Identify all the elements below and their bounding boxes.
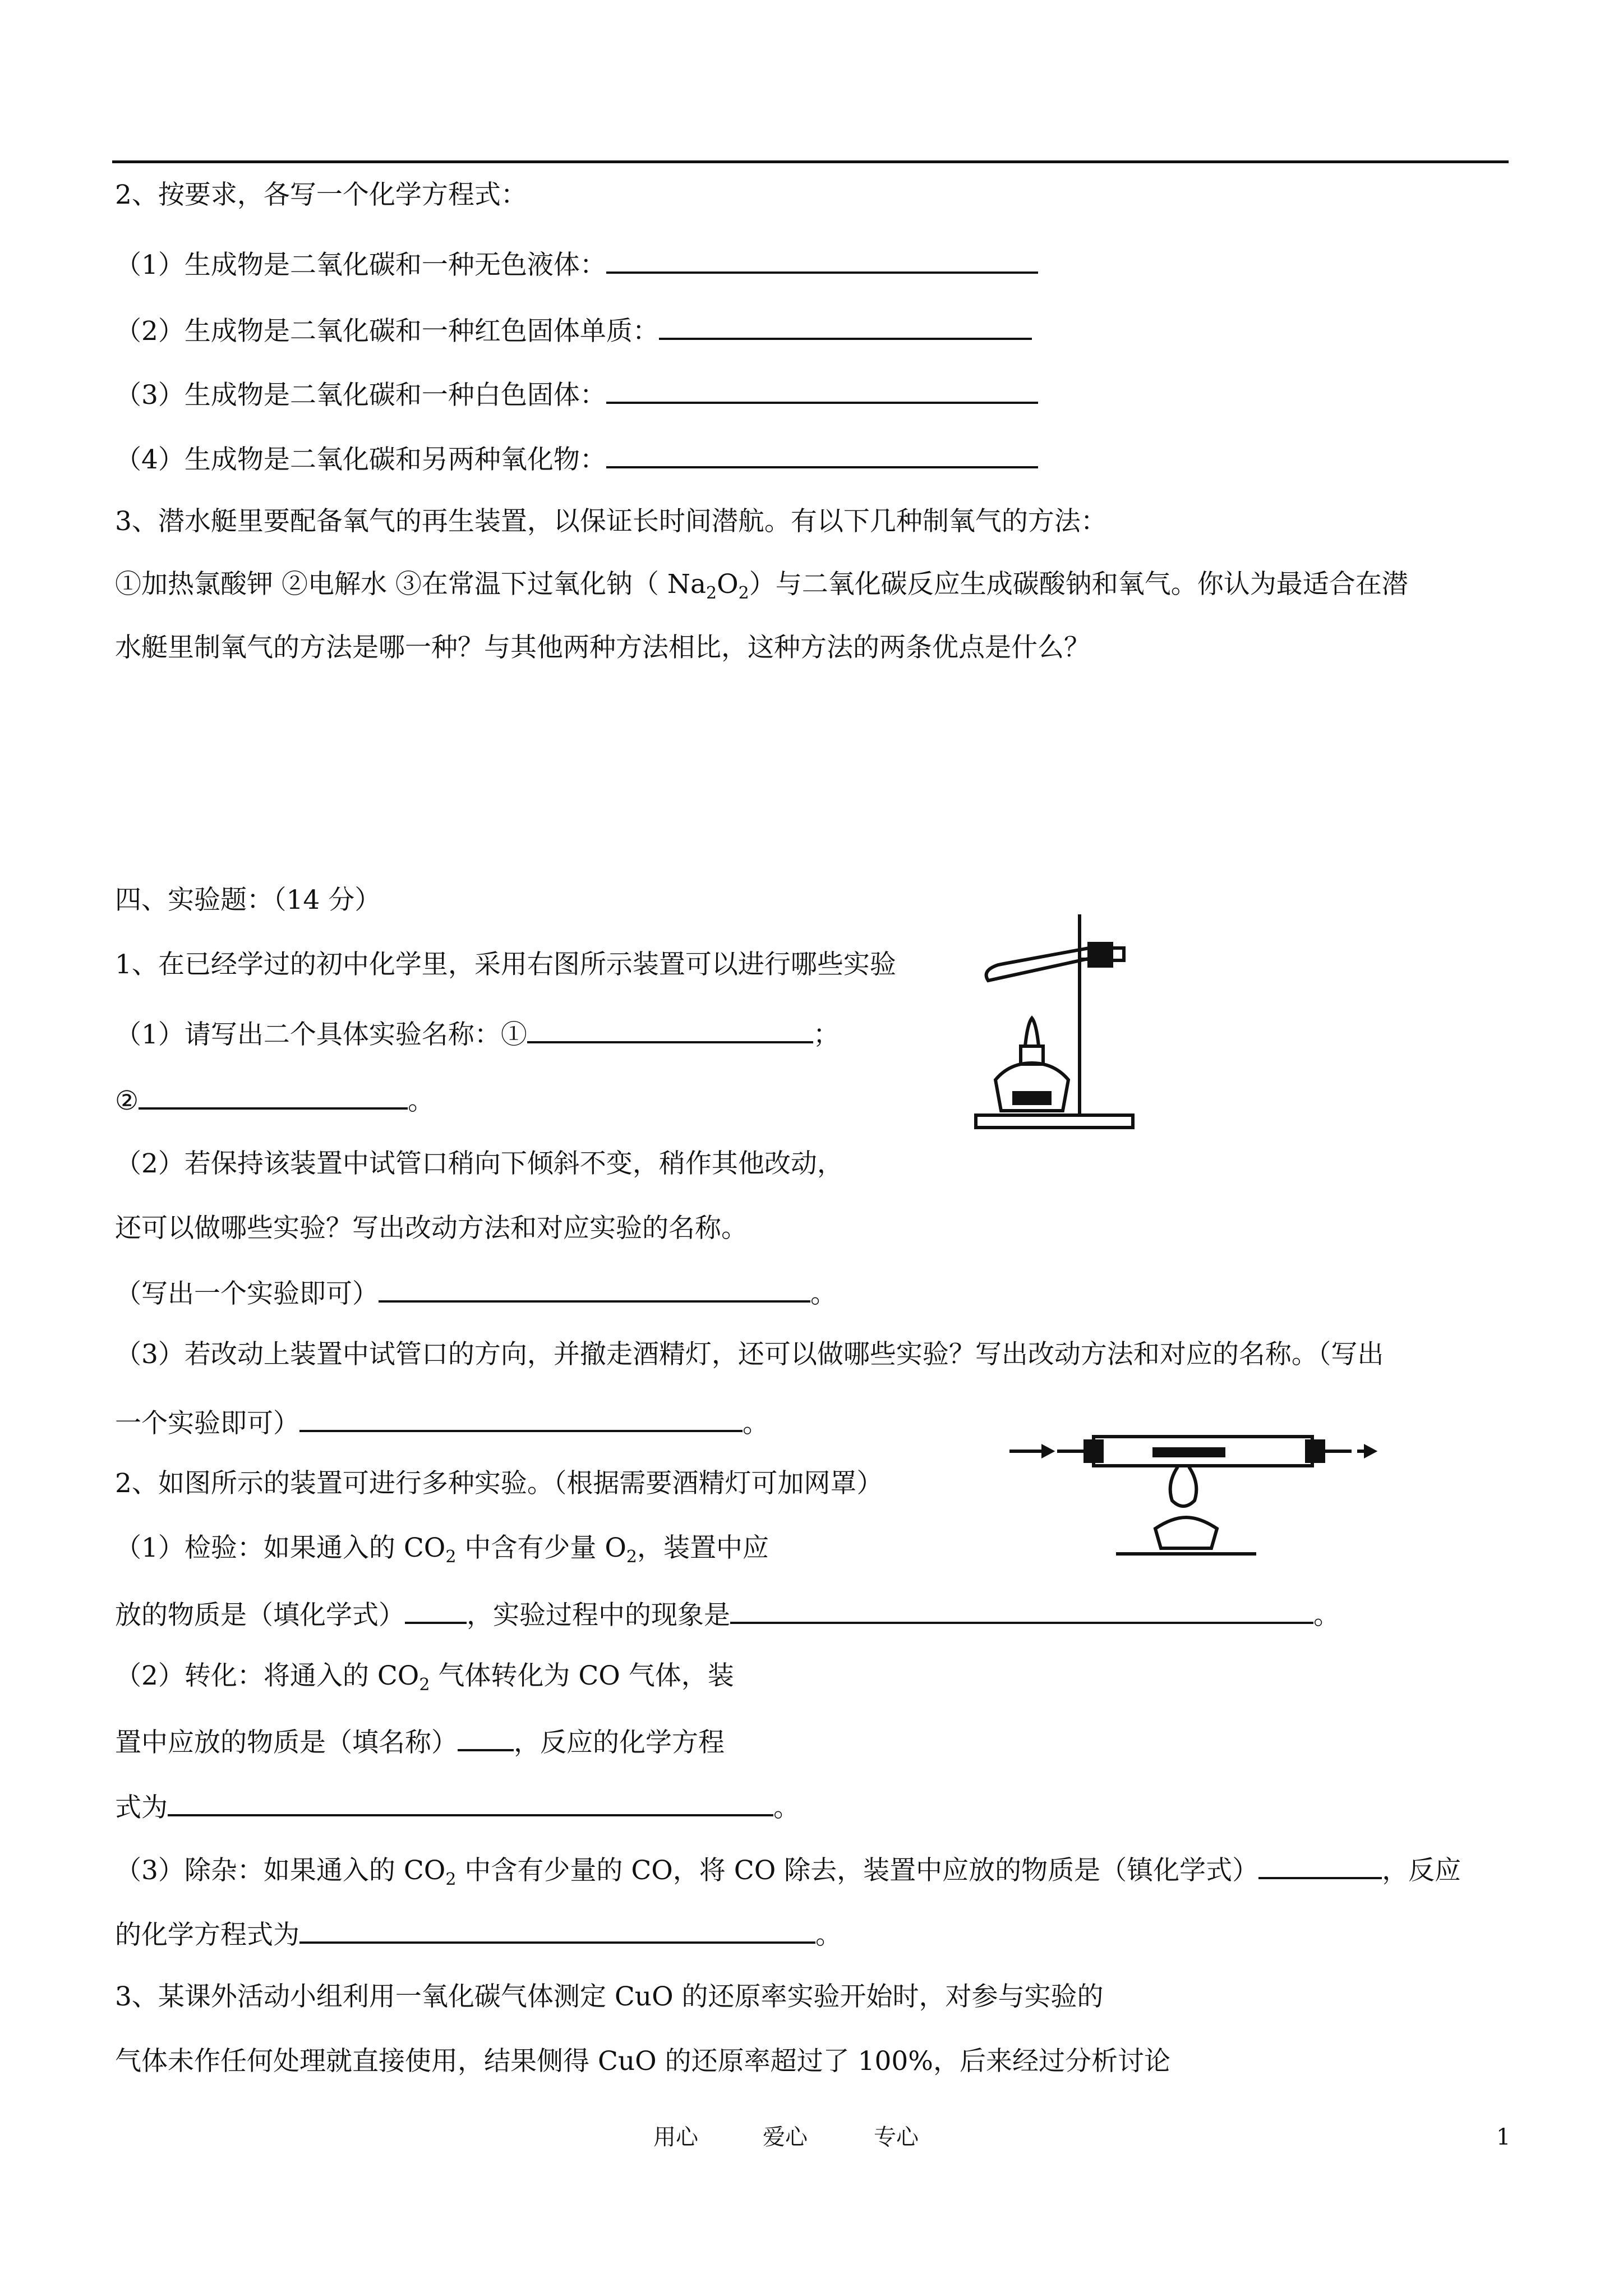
q2-title: 2、按要求，各写一个化学方程式：: [115, 180, 527, 210]
answer-blank[interactable]: [606, 246, 1038, 274]
answer-blank[interactable]: [139, 1082, 408, 1110]
e1-line-8: 一个实验即可） 。: [115, 1404, 769, 1441]
answer-blank[interactable]: [527, 1015, 813, 1043]
e1-line-3: ② 。: [115, 1082, 434, 1118]
combustion-tube-apparatus-figure: [1004, 1416, 1380, 1559]
e2-p3-line-1: （3）除杂：如果通入的 $CO_2$ 中含有少量的 CO，将 CO 除去，装置中应放的物质是（镇化学式） ，反应: [115, 1851, 1461, 1897]
footer-motto-1: 用心: [653, 2124, 698, 2150]
q3-line-2: 水艇里制氧气的方法是哪一种？与其他两种方法相比，这种方法的两条优点是什么？: [115, 632, 1090, 663]
footer-motto-3: 专心: [874, 2124, 919, 2150]
answer-blank[interactable]: [606, 440, 1038, 468]
e2-p2-line-3: 式为 。: [115, 1788, 800, 1825]
e1-line-4: （2）若保持该装置中试管口稍向下倾斜不变，稍作其他改动，: [115, 1148, 843, 1179]
e2-p2-line-2: 置中应放的物质是（填名称） ，反应的化学方程: [115, 1723, 725, 1760]
answer-blank[interactable]: [299, 1404, 743, 1432]
q2-item-3: （3）生成物是二氧化碳和一种白色固体：: [115, 376, 1038, 412]
answer-blank[interactable]: [458, 1723, 514, 1751]
answer-blank[interactable]: [168, 1788, 773, 1816]
test-tube-heating-apparatus-figure: [959, 909, 1178, 1139]
q2-item-1: （1）生成物是二氧化碳和一种无色液体：: [115, 246, 1038, 282]
q3-title: 3、潜水艇里要配备氧气的再生装置，以保证长时间潜航。有以下几种制氧气的方法：: [115, 506, 1107, 537]
e1-line-1: 1、在已经学过的初中化学里，采用右图所示装置可以进行哪些实验: [115, 949, 896, 980]
header-rule: [112, 160, 1509, 163]
q2-item-2: （2）生成物是二氧化碳和一种红色固体单质：: [115, 312, 1032, 348]
answer-blank[interactable]: [379, 1274, 810, 1303]
section-4-title: 四、实验题：（14 分）: [115, 885, 381, 915]
e3-line-2: 气体未作任何处理就直接使用，结果侧得 CuO 的还原率超过了 100%，后来经过分析讨论: [115, 2046, 1170, 2077]
footer-motto-2: 爱心: [763, 2124, 808, 2150]
e3-line-1: 3、某课外活动小组利用一氧化碳气体测定 CuO 的还原率实验开始时，对参与实验的: [115, 1981, 1104, 2012]
e2-p2-line-1: （2）转化：将通入的 $CO_2$ 气体转化为 CO 气体，装: [115, 1660, 734, 1695]
e1-line-2: （1）请写出二个具体实验名称：① ；: [115, 1015, 840, 1052]
q2-item-4: （4）生成物是二氧化碳和另两种氧化物：: [115, 440, 1038, 477]
e2-p1-line-1: （1）检验：如果通入的 $CO_2$ 中含有少量 $O_2$，装置中应: [115, 1533, 769, 1567]
page-number: 1: [1496, 2124, 1511, 2150]
e2-p3-line-2: 的化学方程式为 。: [115, 1916, 842, 1952]
answer-blank[interactable]: [730, 1596, 1313, 1624]
q3-line-1: ①加热氯酸钾 ②电解水 ③在常温下过氧化钠（ $Na_2O_2$）与二氧化碳反应生成碳酸钠和氧气。你认为最适合在潜: [115, 569, 1408, 603]
e2-p1-line-2: 放的物质是（填化学式） ，实验过程中的现象是 。: [115, 1596, 1340, 1632]
answer-blank[interactable]: [1258, 1851, 1382, 1879]
answer-blank[interactable]: [606, 376, 1038, 404]
e1-line-5: 还可以做哪些实验？写出改动方法和对应实验的名称。: [115, 1213, 748, 1244]
answer-blank[interactable]: [659, 312, 1032, 340]
answer-blank[interactable]: [299, 1916, 815, 1944]
e1-line-6: （写出一个实验即可） 。: [115, 1274, 837, 1311]
answer-blank[interactable]: [405, 1596, 467, 1624]
e1-line-7: （3）若改动上装置中试管口的方向，并撤走酒精灯，还可以做哪些实验？写出改动方法和对应的名称。（写出: [115, 1339, 1384, 1370]
e2-line-1: 2、如图所示的装置可进行多种实验。（根据需要酒精灯可加网罩）: [115, 1468, 883, 1499]
